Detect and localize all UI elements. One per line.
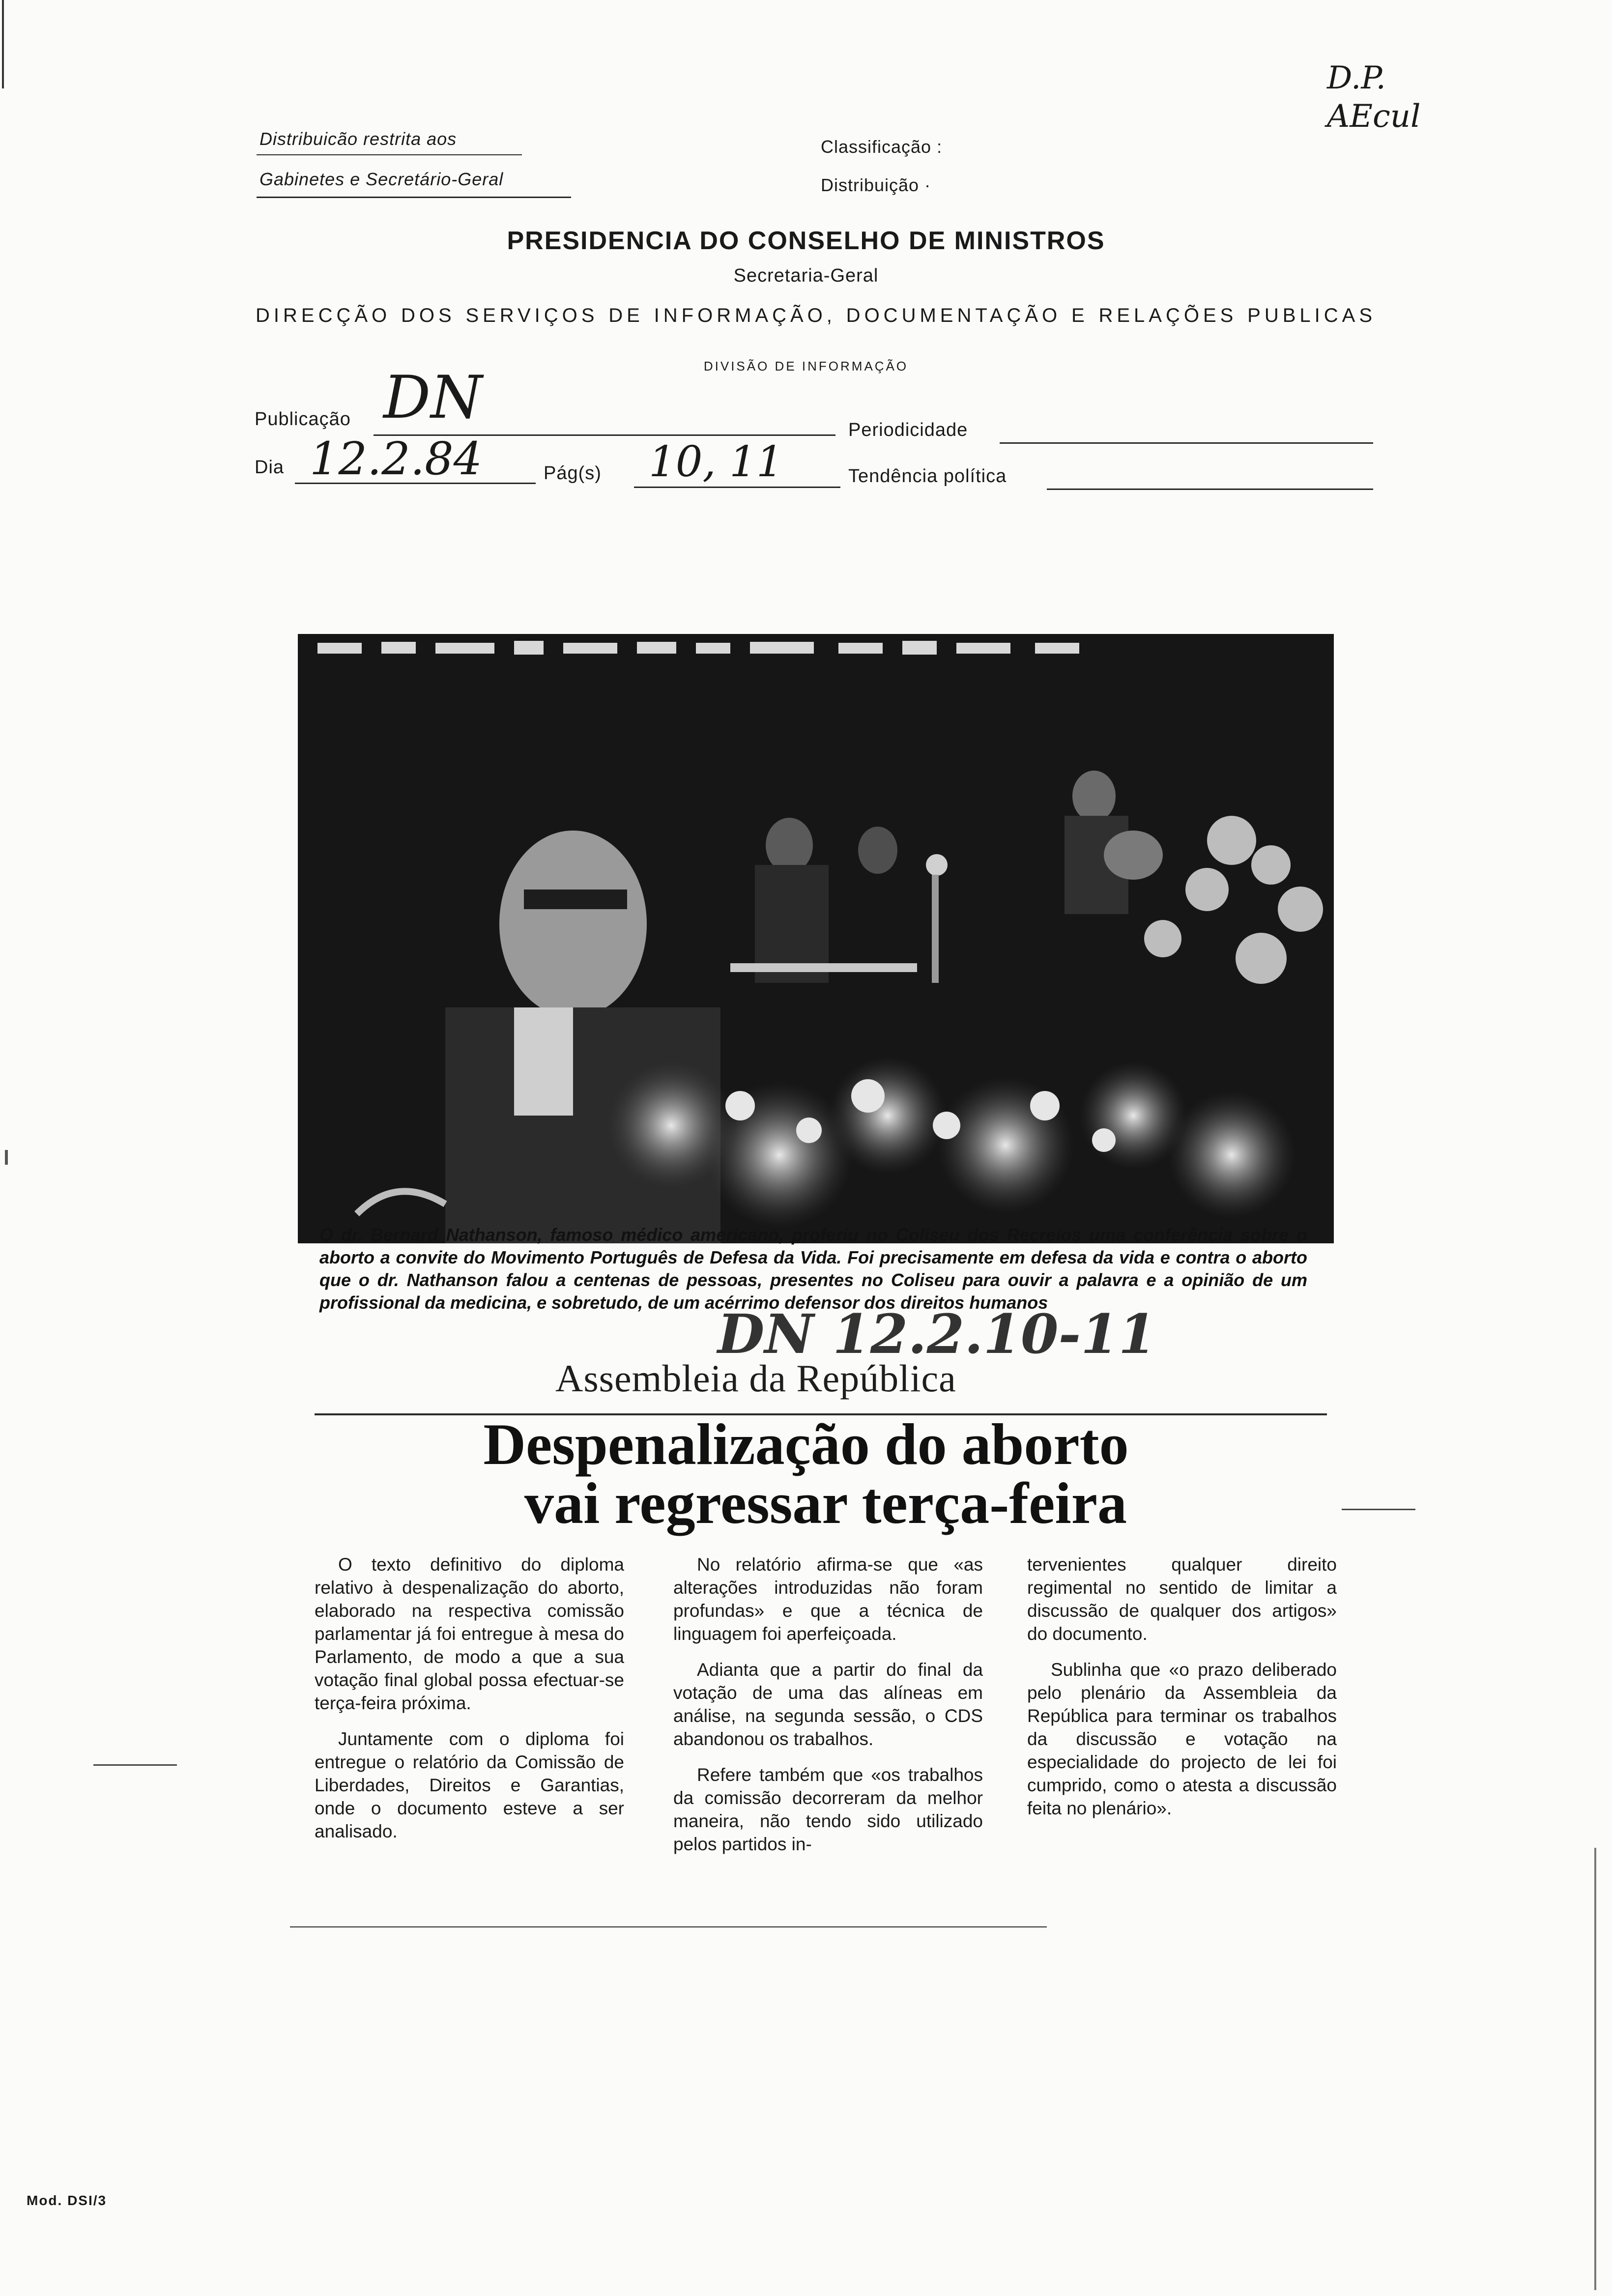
handwritten-stamp: DN 12.2.10-11: [718, 1302, 1156, 1366]
periodicity-label: Periodicidade: [848, 420, 968, 440]
distribution-rule-2: [257, 197, 571, 198]
column-2-paragraph: Refere também que «os trabalhos da comissão decorreram da melhor maneira, não tendo sido utilizado pelos partidos in-: [673, 1765, 983, 1854]
left-margin-rule: [93, 1764, 177, 1766]
column-2-paragraph: Adianta que a partir do final da votação de uma das alíneas em análise, na segunda sessão, o CDS abandonou os trabalhos.: [673, 1660, 983, 1749]
right-scan-edge: [1594, 1848, 1596, 2290]
article-column-1: [315, 1553, 624, 1856]
article-bottom-rule: [290, 1926, 1047, 1927]
column-3-paragraph: tervenientes qualquer direito regimental no sentido de limitar a discussão de qualquer dos artigos» do documento.: [1027, 1554, 1337, 1644]
division-line: DIVISÃO DE INFORMAÇÃO: [703, 359, 909, 373]
distribution-line-2: Gabinetes e Secretário-Geral: [259, 169, 504, 189]
day-rule: [295, 483, 536, 484]
day-value: 12.2.84: [310, 432, 483, 485]
publication-label: Publicação: [255, 409, 351, 430]
tendency-rule: [1047, 488, 1373, 490]
periodicity-rule: [1000, 442, 1373, 444]
handwritten-corner-note: D.P. AEcul: [1327, 60, 1421, 135]
pages-rule: [634, 487, 840, 488]
publication-value: DN: [383, 364, 483, 432]
classification-label: Classificação :: [821, 137, 943, 157]
column-1-paragraph: Juntamente com o diploma foi entregue o relatório da Comissão de Liberdades, Direitos e Garantias, onde o documento esteve a ser analisado.: [315, 1729, 624, 1841]
article-photo: [298, 634, 1334, 1243]
column-3-paragraph: Sublinha que «o prazo deliberado pelo plenário da Assembleia da República para terminar os trabalhos da discussão e votação na especialidade do projecto de lei foi cumprido, como o atesta a discussão feita no plenário».: [1027, 1660, 1337, 1818]
pages-value: 10, 11: [649, 437, 783, 487]
article-column-3: [1027, 1553, 1337, 1833]
page-subtitle: Secretaria-Geral: [733, 265, 879, 286]
distribution-label: Distribuição ·: [821, 175, 931, 195]
photo-caption: O dr. Bernard Nathanson, famoso médico americano, proferiu no Coliseu dos Recreios uma conferência sobre o aborto a convite do Movimento Português de Defesa da Vida. Foi precisamente em defesa da vida e contra o aborto que o dr. Nathanson falou a centenas de pessoas, presentes no Coliseu para ouvir a palavra e a opinião de um profissional da medicina, e sobretudo, de um acérrimo defensor dos direitos humanos: [319, 1225, 1307, 1313]
distribution-rule-1: [257, 154, 522, 155]
pages-label: Pág(s): [544, 463, 602, 484]
form-code: Mod. DSI/3: [27, 2193, 107, 2208]
scan-edge-dot: [5, 1150, 8, 1165]
column-1-paragraph: O texto definitivo do diploma relativo à despenalização do aborto, elaborado na respectiva comissão parlamentar já foi entregue à mesa do Parlamento, de modo a que a sua votação final global possa efectuar-se terça-feira próxima.: [315, 1554, 624, 1713]
headline-line-2: vai regressar terça-feira: [524, 1470, 1127, 1536]
column-2-paragraph: No relatório afirma-se que «as alterações introduzidas não foram profundas» e que a técnica de linguagem foi aperfeiçoada.: [673, 1554, 983, 1644]
direction-line: DIRECÇÃO DOS SERVIÇOS DE INFORMAÇÃO, DOCUMENTAÇÃO E RELAÇÕES PUBLICAS: [256, 305, 1376, 326]
day-label: Dia: [255, 457, 285, 478]
section-label: Assembleia da República: [555, 1357, 956, 1400]
photo-scene: [298, 634, 1334, 1243]
tendency-label: Tendência política: [848, 466, 1007, 487]
scan-edge-mark: [2, 0, 4, 88]
distribution-line-1: Distribuicão restrita aos: [259, 129, 457, 149]
page-title: PRESIDENCIA DO CONSELHO DE MINISTROS: [507, 227, 1105, 255]
right-margin-rule: [1342, 1509, 1415, 1510]
headline-line-1: Despenalização do aborto: [483, 1411, 1129, 1477]
article-column-2: [673, 1553, 983, 1868]
